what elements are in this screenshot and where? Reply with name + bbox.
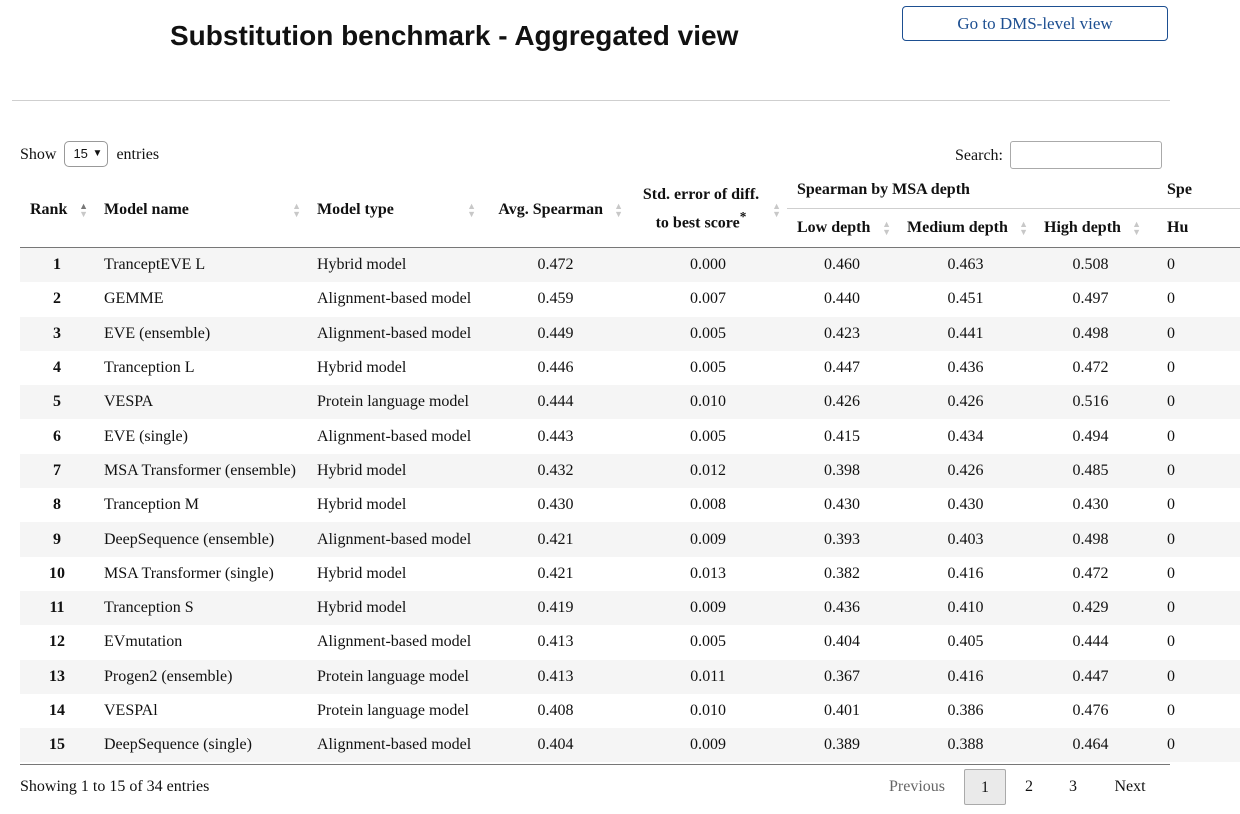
page-2-button[interactable]: 2 bbox=[1025, 778, 1033, 795]
results-table bbox=[20, 172, 1240, 762]
model-name-cell: MSA Transformer (single) bbox=[104, 564, 274, 582]
low-depth-cell: 0.398 bbox=[787, 454, 897, 488]
avg-spearman-cell: 0.421 bbox=[482, 522, 629, 556]
model-name-cell: EVmutation bbox=[104, 633, 183, 651]
avg-spearman-cell: 0.459 bbox=[537, 290, 574, 308]
high-depth-cell: 0.472 bbox=[1072, 564, 1109, 582]
footnote-marker: * bbox=[739, 209, 747, 225]
low-depth-cell: 0.382 bbox=[824, 564, 860, 582]
show-label: Show bbox=[20, 146, 57, 164]
medium-depth-cell: 0.426 bbox=[897, 385, 1034, 419]
high-depth-cell: 0.430 bbox=[1072, 496, 1109, 514]
medium-depth-cell: 0.434 bbox=[947, 427, 984, 445]
medium-depth-cell: 0.436 bbox=[947, 359, 984, 377]
model-type-cell: Hybrid model bbox=[317, 564, 407, 582]
low-depth-cell: 0.426 bbox=[787, 385, 897, 419]
search-label: Search: bbox=[955, 147, 1003, 165]
page-title: Substitution benchmark - Aggregated view bbox=[170, 20, 739, 51]
model-name-cell: Tranception M bbox=[104, 496, 199, 514]
medium-depth-cell: 0.416 bbox=[947, 564, 984, 582]
model-type-cell: Protein language model bbox=[307, 660, 482, 694]
std-error-cell: 0.008 bbox=[690, 496, 726, 514]
column-header-model-name[interactable]: Model name ▲ ▼ bbox=[94, 172, 307, 248]
model-name-cell: EVE (single) bbox=[104, 427, 188, 445]
table-row bbox=[20, 419, 1240, 453]
sort-icon: ▲ ▼ bbox=[79, 200, 88, 219]
sort-icon: ▲ ▼ bbox=[1019, 219, 1028, 237]
table-row bbox=[20, 557, 1240, 591]
low-depth-cell: 0.404 bbox=[824, 633, 860, 651]
avg-spearman-cell: 0.419 bbox=[482, 591, 629, 625]
sort-icon: ▲ ▼ bbox=[292, 200, 301, 219]
column-header-medium-depth[interactable]: Medium depth ▲ ▼ bbox=[897, 209, 1034, 248]
chevron-down-icon: ▼ bbox=[92, 148, 103, 159]
model-type-cell: Hybrid model bbox=[307, 248, 482, 283]
rank-cell: 10 bbox=[49, 564, 65, 582]
model-type-cell: Protein language model bbox=[307, 385, 482, 419]
model-name-cell: VESPAl bbox=[104, 702, 158, 719]
std-error-cell: 0.009 bbox=[629, 522, 787, 556]
results-table-wrapper bbox=[20, 172, 1192, 766]
model-type-cell: Alignment-based model bbox=[317, 290, 472, 308]
table-row bbox=[20, 248, 1240, 283]
truncated-cell: 0 bbox=[1147, 728, 1240, 762]
model-type-cell: Alignment-based model bbox=[317, 633, 472, 651]
std-error-cell: 0.007 bbox=[690, 290, 726, 308]
truncated-cell: 0 bbox=[1147, 591, 1240, 625]
model-type-cell: Hybrid model bbox=[317, 496, 407, 514]
std-error-cell: 0.005 bbox=[690, 427, 726, 445]
truncated-cell: 0 bbox=[1167, 564, 1176, 582]
truncated-cell: 0 bbox=[1167, 359, 1176, 377]
column-header-rank[interactable]: Rank ▲ ▼ bbox=[20, 172, 94, 248]
rank-cell: 11 bbox=[20, 591, 94, 625]
medium-depth-cell: 0.430 bbox=[947, 496, 984, 514]
low-depth-cell: 0.436 bbox=[787, 591, 897, 625]
rank-cell: 6 bbox=[53, 427, 61, 445]
low-depth-cell: 0.415 bbox=[824, 427, 860, 445]
model-name-cell: EVE (ensemble) bbox=[94, 317, 307, 351]
truncated-cell: 0 bbox=[1147, 454, 1240, 488]
model-type-cell: Alignment-based model bbox=[317, 427, 472, 445]
model-name-cell: TranceptEVE L bbox=[94, 248, 307, 283]
truncated-cell: 0 bbox=[1147, 248, 1240, 283]
truncated-cell: 0 bbox=[1167, 290, 1176, 308]
low-depth-cell: 0.389 bbox=[787, 728, 897, 762]
avg-spearman-cell: 0.472 bbox=[482, 248, 629, 283]
column-header-high-depth[interactable]: High depth ▲ ▼ bbox=[1034, 209, 1147, 248]
rank-cell: 3 bbox=[20, 317, 94, 351]
sort-icon: ▲ ▼ bbox=[772, 200, 781, 219]
rank-cell: 8 bbox=[53, 496, 61, 514]
avg-spearman-cell: 0.446 bbox=[537, 359, 574, 377]
model-type-cell: Protein language model bbox=[317, 702, 469, 719]
search-control bbox=[955, 141, 1162, 169]
rank-cell: 7 bbox=[20, 454, 94, 488]
model-name-cell: DeepSequence (ensemble) bbox=[94, 522, 307, 556]
medium-depth-cell: 0.441 bbox=[897, 317, 1034, 351]
avg-spearman-cell: 0.432 bbox=[482, 454, 629, 488]
medium-depth-cell: 0.403 bbox=[897, 522, 1034, 556]
medium-depth-cell: 0.388 bbox=[897, 728, 1034, 762]
model-name-cell: MSA Transformer (ensemble) bbox=[94, 454, 307, 488]
std-error-cell: 0.009 bbox=[629, 591, 787, 625]
column-header-truncated[interactable]: Hu bbox=[1147, 209, 1240, 248]
column-header-std-error[interactable]: Std. error of diff. to best score* ▲ ▼ bbox=[629, 172, 787, 248]
std-error-cell: 0.010 bbox=[629, 385, 787, 419]
table-row bbox=[20, 694, 1240, 728]
table-row bbox=[20, 625, 1240, 659]
page-length-value: 15 bbox=[73, 146, 88, 161]
table-row bbox=[20, 385, 1240, 419]
group-header-msa-depth: Spearman by MSA depth bbox=[787, 172, 1147, 209]
model-type-cell: Alignment-based model bbox=[307, 522, 482, 556]
truncated-cell: 0 bbox=[1167, 633, 1176, 651]
avg-spearman-cell: 0.443 bbox=[537, 427, 574, 445]
column-header-model-type[interactable]: Model type ▲ ▼ bbox=[307, 172, 482, 248]
truncated-cell: 0 bbox=[1147, 522, 1240, 556]
high-depth-cell: 0.494 bbox=[1072, 427, 1109, 445]
table-row bbox=[20, 454, 1240, 488]
low-depth-cell: 0.401 bbox=[824, 702, 860, 719]
model-type-cell: Hybrid model bbox=[317, 359, 407, 377]
rank-cell: 1 bbox=[20, 248, 94, 283]
std-error-cell: 0.010 bbox=[690, 702, 726, 719]
rank-cell: 14 bbox=[49, 702, 65, 719]
table-row bbox=[20, 522, 1240, 556]
rank-cell: 12 bbox=[49, 633, 65, 651]
avg-spearman-cell: 0.421 bbox=[537, 564, 574, 582]
high-depth-cell: 0.429 bbox=[1034, 591, 1147, 625]
std-error-cell: 0.012 bbox=[629, 454, 787, 488]
truncated-cell: 0 bbox=[1147, 660, 1240, 694]
sort-icon: ▲ ▼ bbox=[882, 219, 891, 237]
std-error-cell: 0.009 bbox=[629, 728, 787, 762]
avg-spearman-cell: 0.408 bbox=[537, 702, 574, 719]
high-depth-cell: 0.485 bbox=[1034, 454, 1147, 488]
model-type-cell: Hybrid model bbox=[307, 454, 482, 488]
low-depth-cell: 0.440 bbox=[824, 290, 860, 308]
truncated-cell: 0 bbox=[1167, 496, 1176, 514]
avg-spearman-cell: 0.430 bbox=[537, 496, 574, 514]
medium-depth-cell: 0.451 bbox=[947, 290, 984, 308]
rank-cell: 2 bbox=[53, 290, 61, 308]
model-type-cell: Alignment-based model bbox=[307, 317, 482, 351]
std-error-cell: 0.005 bbox=[690, 359, 726, 377]
avg-spearman-cell: 0.413 bbox=[537, 633, 574, 651]
high-depth-cell: 0.464 bbox=[1034, 728, 1147, 762]
avg-spearman-cell: 0.413 bbox=[482, 660, 629, 694]
model-type-cell: Hybrid model bbox=[307, 591, 482, 625]
high-depth-cell: 0.498 bbox=[1034, 317, 1147, 351]
table-row bbox=[20, 317, 1240, 351]
high-depth-cell: 0.516 bbox=[1034, 385, 1147, 419]
medium-depth-cell: 0.386 bbox=[947, 702, 984, 719]
table-row bbox=[20, 591, 1240, 625]
high-depth-cell: 0.508 bbox=[1034, 248, 1147, 283]
medium-depth-cell: 0.426 bbox=[897, 454, 1034, 488]
high-depth-cell: 0.444 bbox=[1072, 633, 1109, 651]
low-depth-cell: 0.393 bbox=[787, 522, 897, 556]
rank-cell: 4 bbox=[53, 359, 61, 377]
previous-page-button[interactable]: Previous bbox=[889, 778, 945, 795]
model-name-cell: Tranception L bbox=[104, 359, 195, 377]
entries-label: entries bbox=[116, 146, 160, 164]
std-error-cell: 0.013 bbox=[690, 564, 726, 582]
truncated-cell: 0 bbox=[1167, 702, 1176, 719]
std-error-cell: 0.000 bbox=[629, 248, 787, 283]
table-row bbox=[20, 351, 1240, 385]
page-1-button[interactable]: 1 bbox=[964, 769, 1006, 805]
std-error-cell: 0.005 bbox=[690, 633, 726, 651]
table-bottom-border bbox=[20, 764, 1170, 765]
column-header-avg-spearman[interactable]: Avg. Spearman ▲ ▼ bbox=[482, 172, 629, 248]
model-type-cell: Alignment-based model bbox=[307, 728, 482, 762]
high-depth-cell: 0.476 bbox=[1072, 702, 1109, 719]
column-header-low-depth[interactable]: Low depth ▲ ▼ bbox=[787, 209, 897, 248]
medium-depth-cell: 0.463 bbox=[897, 248, 1034, 283]
rank-cell: 5 bbox=[20, 385, 94, 419]
medium-depth-cell: 0.416 bbox=[897, 660, 1034, 694]
model-name-cell: VESPA bbox=[94, 385, 307, 419]
low-depth-cell: 0.423 bbox=[787, 317, 897, 351]
truncated-cell: 0 bbox=[1147, 317, 1240, 351]
avg-spearman-cell: 0.444 bbox=[482, 385, 629, 419]
rank-cell: 15 bbox=[20, 728, 94, 762]
high-depth-cell: 0.472 bbox=[1072, 359, 1109, 377]
sort-icon: ▲ ▼ bbox=[614, 200, 623, 219]
avg-spearman-cell: 0.449 bbox=[482, 317, 629, 351]
next-page-button[interactable]: Next bbox=[1114, 778, 1146, 795]
high-depth-cell: 0.447 bbox=[1034, 660, 1147, 694]
sort-icon: ▲ ▼ bbox=[467, 200, 476, 219]
table-row bbox=[20, 660, 1240, 694]
page-length-control bbox=[20, 141, 159, 169]
table-row bbox=[20, 488, 1240, 522]
table-body bbox=[20, 248, 1240, 763]
model-name-cell: GEMME bbox=[104, 290, 164, 308]
table-row bbox=[20, 282, 1240, 316]
divider bbox=[12, 100, 1170, 101]
sort-icon: ▲ ▼ bbox=[1132, 219, 1142, 237]
page-3-button[interactable]: 3 bbox=[1069, 778, 1077, 795]
dms-level-view-button[interactable]: Go to DMS-level view bbox=[902, 6, 1168, 41]
low-depth-cell: 0.430 bbox=[824, 496, 860, 514]
medium-depth-cell: 0.405 bbox=[947, 633, 984, 651]
model-name-cell: DeepSequence (single) bbox=[94, 728, 307, 762]
model-name-cell: Tranception S bbox=[94, 591, 307, 625]
truncated-cell: 0 bbox=[1167, 427, 1176, 445]
high-depth-cell: 0.498 bbox=[1034, 522, 1147, 556]
table-row bbox=[20, 728, 1240, 762]
std-error-cell: 0.011 bbox=[629, 660, 787, 694]
page-length-select[interactable] bbox=[64, 141, 108, 167]
medium-depth-cell: 0.410 bbox=[897, 591, 1034, 625]
avg-spearman-cell: 0.404 bbox=[482, 728, 629, 762]
rank-cell: 9 bbox=[20, 522, 94, 556]
low-depth-cell: 0.367 bbox=[787, 660, 897, 694]
high-depth-cell: 0.497 bbox=[1072, 290, 1109, 308]
table-info: Showing 1 to 15 of 34 entries bbox=[20, 778, 210, 795]
std-error-cell: 0.005 bbox=[629, 317, 787, 351]
model-name-cell: Progen2 (ensemble) bbox=[94, 660, 307, 694]
rank-cell: 13 bbox=[20, 660, 94, 694]
search-input[interactable] bbox=[1010, 141, 1162, 169]
low-depth-cell: 0.460 bbox=[787, 248, 897, 283]
truncated-cell: 0 bbox=[1147, 385, 1240, 419]
low-depth-cell: 0.447 bbox=[824, 359, 860, 377]
group-header-truncated: Spe bbox=[1147, 172, 1240, 209]
